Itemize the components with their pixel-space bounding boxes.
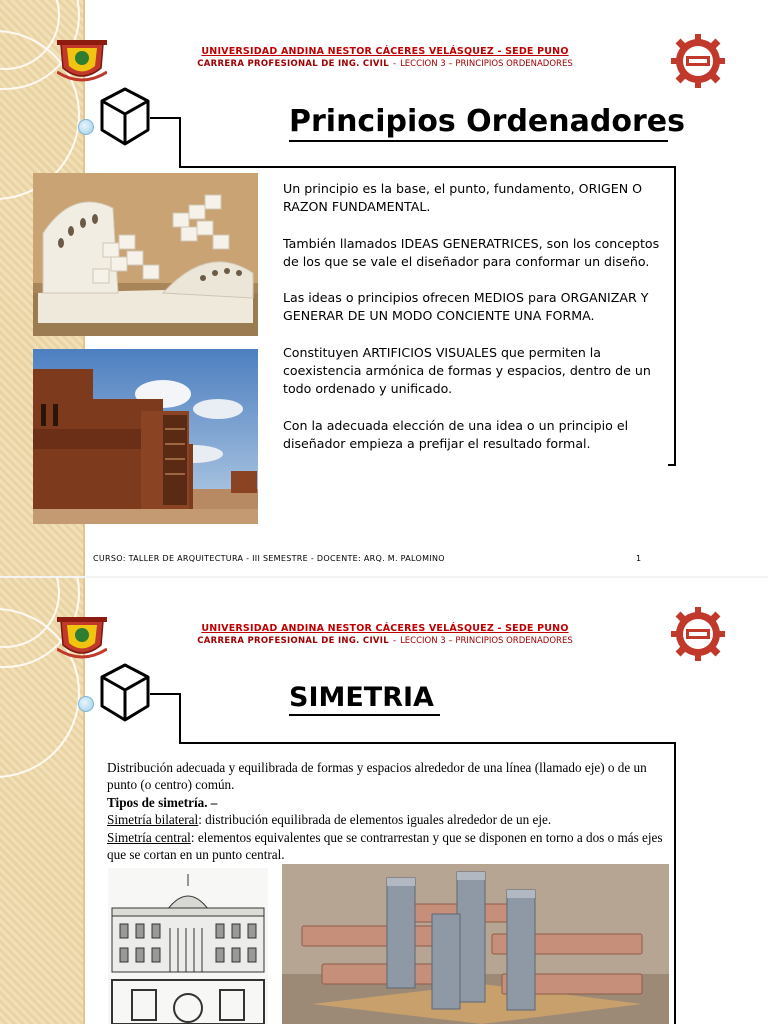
university-crest-logo	[57, 38, 107, 84]
paragraph: Un principio es la base, el punto, fundamento, ORIGEN O RAZON FUNDAMENTAL.	[283, 181, 643, 215]
frame-line	[674, 742, 676, 1024]
frame-line	[150, 693, 180, 695]
bilateral-term: Simetría bilateral	[107, 812, 199, 828]
frame-line	[179, 742, 676, 744]
slide-2	[0, 578, 768, 1024]
central-term: Simetría central	[107, 829, 191, 845]
university-crest-logo	[57, 615, 107, 661]
slide-title: SIMETRIA	[289, 682, 440, 716]
decorative-dot	[78, 119, 94, 135]
career-name: CARRERA PROFESIONAL DE ING. CIVIL	[197, 636, 389, 646]
central-definition	[107, 829, 665, 864]
course-line	[150, 636, 620, 646]
career-name: CARRERA PROFESIONAL DE ING. CIVIL	[197, 59, 389, 69]
building-photo	[33, 349, 258, 524]
paragraph: Las ideas o principios ofrecen MEDIOS para ORGANIZAR Y GENERAR DE UN MODO CONCIENTE UNA FORMA.	[283, 290, 649, 324]
lesson-name: LECCION 3 – PRINCIPIOS ORDENADORES	[400, 59, 573, 69]
frame-line	[668, 464, 676, 466]
paragraph: También llamados IDEAS GENERATRICES, son los conceptos de los que se vale el diseñador para conformar un diseño.	[283, 235, 660, 269]
header-separator: -	[392, 636, 397, 646]
slide-title: Principios Ordenadores	[289, 104, 668, 142]
central-description: : elementos equivalentes que se contrarrestan y que se disponen en torno a dos o más ejes que se cortan en un punto central.	[107, 829, 663, 863]
slide-header	[150, 46, 620, 69]
paper-model-photo	[33, 173, 258, 336]
page-number: 1	[636, 554, 642, 563]
frame-line	[179, 166, 676, 168]
paragraph: Constituyen ARTIFICIOS VISUALES que permiten la coexistencia armónica de formas y espacios, dentro de un todo ordenado y unificado.	[283, 344, 651, 397]
cube-icon	[99, 662, 151, 724]
dome-elevation-drawing	[108, 868, 268, 1024]
cube-icon	[99, 86, 151, 148]
frame-line	[674, 166, 676, 466]
slide-body-text	[283, 180, 668, 453]
slide-header	[150, 623, 620, 646]
intro-text: Distribución adecuada y equilibrada de formas y espacios alrededor de una línea (llamado eje) o de un punto (o centro) común.	[107, 760, 647, 793]
course-line	[150, 59, 620, 69]
bilateral-description: : distribución equilibrada de elementos iguales alrededor de un eje.	[198, 812, 552, 828]
civil-engineering-gear-logo	[670, 33, 726, 89]
paragraph: Con la adecuada elección de una idea o un principio el diseñador empieza a prefijar el resultado formal.	[283, 417, 629, 451]
slide-footer: CURSO: TALLER DE ARQUITECTURA - III SEMESTRE - DOCENTE: ARQ. M. PALOMINO	[93, 554, 445, 563]
types-heading: Tipos de simetría. –	[107, 794, 218, 810]
slide-body-text	[107, 759, 665, 863]
civil-engineering-gear-logo	[670, 606, 726, 662]
university-name: UNIVERSIDAD ANDINA NESTOR CÁCERES VELÁSQUEZ - SEDE PUNO	[201, 46, 569, 57]
university-name: UNIVERSIDAD ANDINA NESTOR CÁCERES VELÁSQUEZ - SEDE PUNO	[201, 623, 569, 634]
frame-line	[179, 693, 181, 744]
lesson-name: LECCION 3 – PRINCIPIOS ORDENADORES	[400, 636, 573, 646]
frame-line	[179, 117, 181, 168]
frame-line	[150, 117, 180, 119]
header-separator: -	[392, 59, 397, 69]
decorative-dot	[78, 696, 94, 712]
interlocking-puzzle-photo	[282, 864, 669, 1024]
bilateral-definition	[107, 811, 665, 828]
